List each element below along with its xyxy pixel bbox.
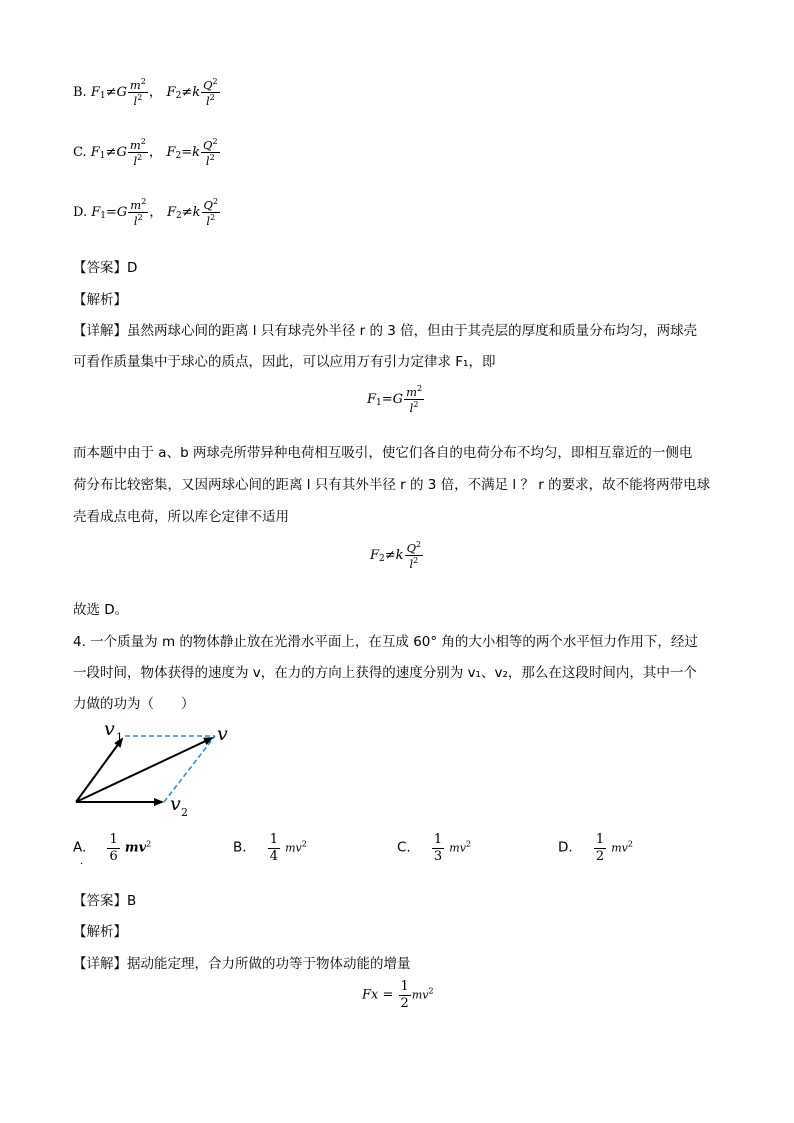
analysis-tag: 【解析】 [73, 292, 127, 308]
option-b-q4 [233, 833, 307, 863]
denominator: 2 [595, 848, 605, 864]
relation: = [106, 205, 117, 221]
numerator: Q [203, 138, 213, 152]
text-line: 而本题中由于 a、b 两球壳所带异种电荷相互吸引，使它们各自的电荷分布不均匀，即相互靠近的一侧电 [73, 445, 693, 461]
numerator: Q [203, 198, 213, 212]
numerator: m [129, 138, 141, 152]
symbol-f: F [166, 145, 176, 161]
superscript: 2 [413, 556, 419, 566]
symbol-f: F [91, 205, 101, 221]
equation-gravity [367, 385, 425, 414]
fraction [201, 138, 220, 167]
superscript: 2 [416, 540, 422, 549]
superscript: 2 [210, 213, 216, 223]
superscript: 2 [428, 986, 434, 996]
label-v1: v [104, 718, 115, 740]
conclusion: 故选 D。 [73, 602, 129, 618]
denominator: 3 [433, 848, 443, 864]
superscript: 2 [140, 137, 146, 146]
superscript: 2 [212, 197, 219, 206]
denominator: l [133, 214, 138, 229]
subscript: 2 [175, 91, 182, 102]
detail-line: 【详解】虽然两球心间的距离 l 只有球壳外半径 r 的 3 倍，但由于其壳层的厚度和质量分布均匀，两球壳 [73, 323, 698, 339]
lhs: Fx [362, 987, 379, 1003]
symbol-f: F [166, 85, 176, 101]
question-line: 一段时间，物体获得的速度为 v，在力的方向上获得的速度分别为 v₁、v₂，那么在这段时间内，其中一个 [73, 665, 697, 681]
option-letter: D. [558, 839, 573, 856]
fraction [128, 138, 148, 167]
denominator: l [205, 94, 210, 109]
superscript: 2 [137, 153, 143, 163]
symbol-k: k [395, 548, 404, 564]
mv-term: mv [285, 841, 302, 855]
symbol-k: k [192, 145, 201, 161]
symbol-f: F [367, 392, 377, 408]
numerator: m [406, 385, 417, 399]
fraction [594, 833, 606, 863]
relation: = [381, 392, 393, 408]
answer-tag: 【答案】B [73, 893, 137, 909]
analysis-tag: 【解析】 [73, 924, 127, 940]
relation: ≠ [105, 85, 117, 101]
symbol-k: k [192, 85, 201, 101]
question-line: 力做的功为（ ） [73, 696, 195, 712]
subscript: 2 [175, 151, 182, 162]
symbol-f: F [90, 145, 100, 161]
superscript: 2 [413, 400, 419, 410]
subscript: 2 [175, 211, 182, 222]
symbol-f: F [166, 205, 176, 221]
relation: ≠ [105, 145, 117, 161]
fraction [399, 980, 411, 1010]
superscript: 2 [465, 839, 472, 849]
mv-term: mv [411, 988, 429, 1002]
question-line: 4. 一个质量为 m 的物体静止放在光滑水平面上，在互成 60° 角的大小相等的两个水平恒力作用下，经过 [73, 634, 698, 650]
detail-line: 可看作质量集中于球心的质点，因此，可以应用万有引力定律求 F₁，即 [73, 354, 496, 370]
label-v2: v [170, 793, 181, 815]
numerator: Q [203, 78, 213, 92]
subscript: 1 [99, 91, 106, 102]
fraction [404, 385, 424, 414]
detail-line: 【详解】据动能定理，合力所做的功等于物体动能的增量 [73, 956, 411, 972]
relation: ≠ [384, 548, 396, 564]
fraction [432, 833, 444, 863]
option-d-q4 [558, 833, 633, 863]
superscript: 2 [416, 384, 423, 393]
superscript: 2 [140, 77, 146, 86]
denominator: l [133, 154, 138, 169]
label-v: v [217, 723, 228, 745]
numerator: 1 [595, 832, 605, 847]
option-letter: B. [73, 85, 87, 101]
arrow-v1 [76, 739, 122, 802]
option-letter: C. [73, 145, 87, 161]
numerator: Q [406, 541, 416, 555]
symbol-k: k [192, 205, 201, 221]
symbol-f: F [90, 85, 100, 101]
option-letter: D. [73, 205, 88, 221]
option-a-dot: ． [80, 856, 90, 867]
mv-term: mv [124, 840, 147, 856]
denominator: 6 [109, 848, 118, 864]
option-c-q4 [397, 833, 471, 863]
mv-term: mv [611, 841, 628, 855]
equals: = [378, 987, 398, 1003]
option-letter: A. [73, 839, 87, 856]
superscript: 2 [146, 839, 152, 849]
equation-coulomb [370, 541, 424, 570]
superscript: 2 [137, 93, 143, 103]
numerator: 1 [400, 979, 409, 994]
subscript: 1 [100, 211, 106, 222]
superscript: 2 [627, 839, 633, 849]
superscript: 2 [301, 839, 307, 849]
denominator: l [205, 154, 210, 169]
option-letter: C. [397, 839, 411, 856]
velocity-diagram [60, 715, 250, 820]
denominator: l [206, 214, 211, 229]
fraction [107, 833, 119, 863]
mv-term: mv [449, 841, 466, 855]
text-line: 荷分布比较密集，又因两球心间的距离 l 只有其外半径 r 的 3 倍，不满足 l ？ r 的要求，故不能将两带电球 [73, 477, 711, 493]
superscript: 2 [209, 153, 215, 163]
denominator: l [133, 94, 138, 109]
fraction [202, 198, 221, 227]
symbol-f: F [370, 548, 380, 564]
numerator: m [130, 198, 142, 212]
subscript: 1 [99, 151, 106, 162]
numerator: 1 [109, 832, 118, 847]
separator: ， [148, 84, 163, 101]
denominator: 4 [269, 848, 278, 864]
subscript: 2 [379, 554, 385, 565]
numerator: 1 [269, 832, 278, 847]
denominator: 2 [400, 995, 409, 1011]
option-letter: B. [233, 839, 247, 856]
fraction [128, 78, 148, 107]
arrow-v [76, 738, 212, 802]
answer-tag: 【答案】D [73, 260, 138, 276]
symbol-g: G [116, 85, 127, 101]
fraction [405, 541, 424, 570]
denominator: l [409, 557, 414, 572]
fraction [201, 78, 220, 107]
superscript: 2 [209, 93, 215, 103]
relation: ≠ [181, 205, 193, 221]
superscript: 2 [212, 137, 218, 146]
symbol-g: G [116, 145, 127, 161]
text-line: 壳看成点电荷，所以库仑定律不适用 [73, 509, 289, 525]
numerator: 1 [433, 832, 443, 847]
relation: ≠ [181, 85, 193, 101]
superscript: 2 [212, 77, 218, 86]
option-d [73, 198, 221, 227]
numerator: m [129, 78, 141, 92]
option-b [73, 78, 221, 107]
superscript: 2 [141, 197, 147, 206]
subscript: 1 [376, 398, 382, 409]
label-v1-sub: 1 [116, 731, 123, 744]
label-v2-sub: 2 [181, 806, 188, 819]
fraction [268, 833, 280, 863]
separator: ， [149, 204, 163, 221]
separator: ， [148, 144, 163, 161]
option-c [73, 138, 221, 167]
relation: = [181, 145, 193, 161]
symbol-g: G [392, 392, 404, 408]
symbol-g: G [116, 205, 128, 221]
fraction [128, 198, 148, 227]
equation-work [362, 980, 434, 1010]
superscript: 2 [137, 213, 143, 223]
denominator: l [409, 401, 414, 416]
